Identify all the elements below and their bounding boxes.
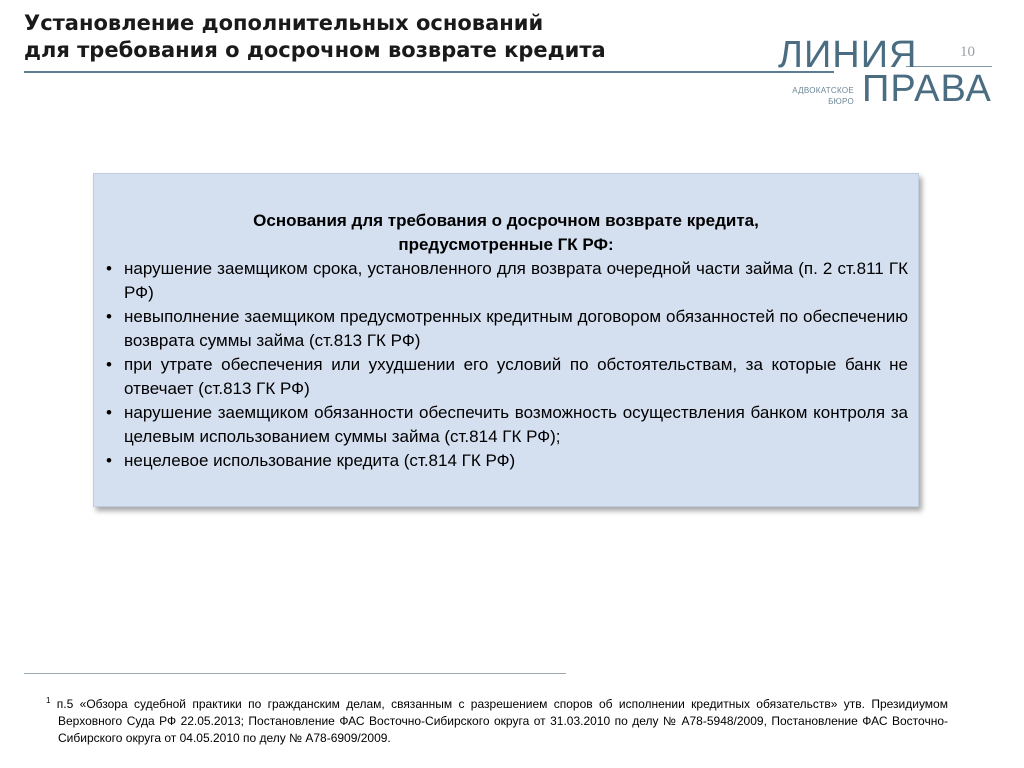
list-item-text: нарушение заемщиком срока, установленного для возврата очередной части займа (п. 2 ст.811 ГК РФ) (124, 259, 908, 302)
list-item (104, 401, 908, 449)
list-item-text: невыполнение заемщиком предусмотренных кредитным договором обязанностей по обеспечению возврата суммы займа (ст.813 ГК РФ) (124, 307, 908, 350)
bullet-icon: • (106, 403, 112, 422)
grounds-box-heading (104, 209, 908, 257)
list-item-text: при утрате обеспечения или ухудшении его условий по обстоятельствам, за которые банк не отвечает (ст.813 ГК РФ) (124, 355, 908, 398)
slide-title (24, 10, 744, 64)
logo-swash-line (906, 66, 992, 67)
grounds-list (104, 257, 908, 473)
list-item-text: нарушение заемщиком обязанности обеспечить возможность осуществления банком контроля за целевым использованием суммы займа (ст.814 ГК РФ); (124, 403, 908, 446)
bullet-icon: • (106, 259, 112, 278)
law-firm-logo (776, 36, 996, 108)
list-item-text: нецелевое использование кредита (ст.814 ГК РФ) (124, 451, 516, 470)
footnote-text: п.5 «Обзора судебной практики по гражданским делам, связанным с разрешением споров об исполнении кредитных обязательств» утв. Президиумом Верховного Суда РФ 22.05.2013; Постановление ФАС Восточно-Сибирского округа от 31.03.2010 по делу № А78-5948/2009, Постановление ФАС Восточно-Сибирского округа от 04.05.2010 по делу № А78-6909/2009. (56, 697, 948, 745)
list-item (104, 449, 908, 473)
logo-subtitle-line-2: БЮРО (828, 97, 854, 106)
bullet-icon: • (106, 451, 112, 470)
list-item (104, 353, 908, 401)
logo-text-line-2: ПРАВА (862, 68, 992, 110)
title-underline (24, 71, 834, 73)
list-item (104, 257, 908, 305)
footnote-marker: 1 (46, 696, 51, 705)
logo-text-line-1: ЛИНИЯ (778, 34, 918, 76)
list-item (104, 305, 908, 353)
grounds-box (93, 173, 919, 507)
grounds-box-heading-line-1: Основания для требования о досрочном возврате кредита, (253, 211, 759, 230)
page-number: 10 (960, 44, 975, 60)
bullet-icon: • (106, 355, 112, 374)
slide-title-line-2: для требования о досрочном возврате кредита (24, 38, 606, 62)
grounds-box-heading-line-2: предусмотренные ГК РФ: (398, 235, 614, 254)
slide-title-line-1: Установление дополнительных оснований (24, 11, 544, 35)
bullet-icon: • (106, 307, 112, 326)
footnote (46, 696, 948, 747)
logo-subtitle-line-1: АДВОКАТСКОЕ (792, 86, 854, 95)
footnote-divider (24, 673, 566, 674)
